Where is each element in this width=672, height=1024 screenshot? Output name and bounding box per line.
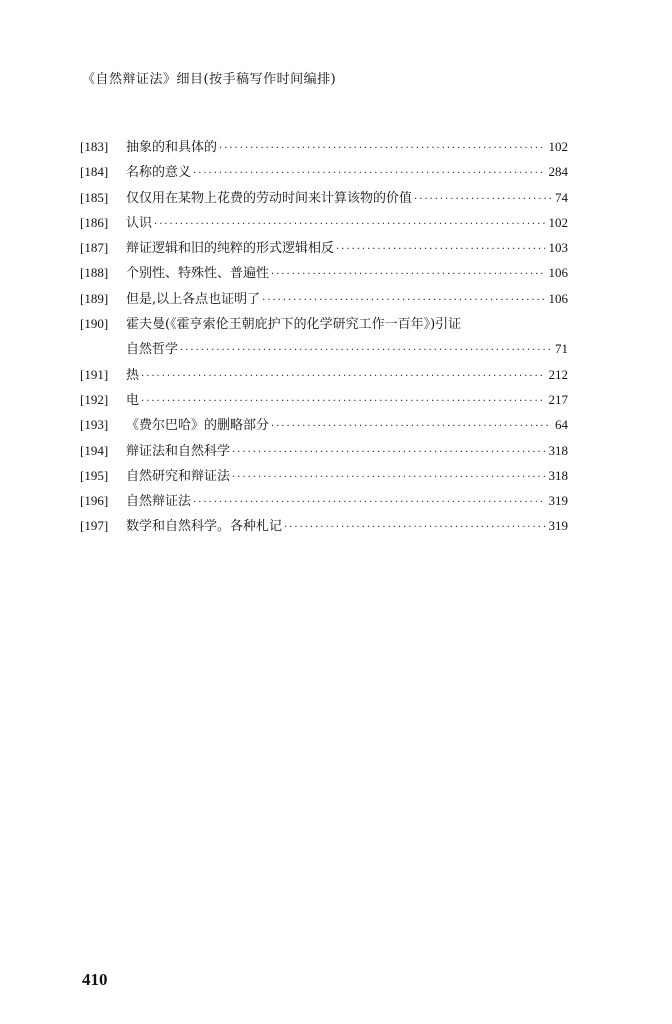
- entry-title: 辩证法和自然科学: [126, 443, 231, 459]
- entry-title: 个别性、特殊性、普遍性: [126, 266, 270, 282]
- entry-page: 212: [548, 366, 568, 382]
- dot-leader: [284, 522, 544, 533]
- entry-number: [191]: [80, 366, 109, 382]
- entry-title: 自然研究和辩证法: [126, 468, 231, 484]
- toc-entry-186: [80, 212, 568, 237]
- dot-leader: [336, 244, 544, 255]
- entry-page: 74: [555, 189, 568, 205]
- dot-leader: [232, 472, 544, 483]
- toc-entry-197: [80, 515, 568, 540]
- entry-page: 106: [548, 290, 568, 306]
- entry-title: 霍夫曼(《霍亨索伦王朝庇护下的化学研究工作一百年》)引证: [126, 317, 462, 333]
- toc-entry-192: [80, 389, 568, 414]
- toc-entry-191: [80, 364, 568, 389]
- toc-entry-190-continued: [80, 338, 568, 363]
- entry-number: [190]: [80, 316, 109, 332]
- dot-leader: [141, 371, 544, 382]
- toc-entry-185: [80, 187, 568, 212]
- entry-number: [196]: [80, 493, 109, 509]
- entry-title: 但是,以上各点也证明了: [126, 291, 261, 307]
- toc-entry-189: [80, 288, 568, 313]
- toc-entry-196: [80, 490, 568, 515]
- toc-entry-188: [80, 262, 568, 287]
- entry-number: [187]: [80, 240, 109, 256]
- toc-entry-190: [80, 313, 568, 338]
- entry-page: 319: [548, 518, 568, 534]
- running-head: 《自然辩证法》细目(按手稿写作时间编排): [82, 72, 337, 87]
- toc-entry-193: [80, 414, 568, 439]
- entry-title: 热: [126, 367, 140, 383]
- entry-title: 认识: [126, 215, 153, 231]
- toc-entry-187: [80, 237, 568, 262]
- entry-page: 71: [555, 341, 568, 357]
- entry-page: 106: [548, 265, 568, 281]
- dot-leader: [414, 194, 551, 205]
- dot-leader: [141, 396, 544, 407]
- dot-leader: [193, 497, 544, 508]
- toc-entry-183: [80, 136, 568, 161]
- entry-number: [192]: [80, 391, 109, 407]
- entry-number: [184]: [80, 164, 109, 180]
- entry-page: 318: [548, 467, 568, 483]
- entry-title: 自然辩证法: [126, 494, 192, 510]
- entry-title: 《费尔巴哈》的删略部分: [126, 418, 270, 434]
- entry-number: [183]: [80, 139, 109, 154]
- dot-leader: [154, 219, 544, 230]
- entry-title: 数学和自然科学。各种札记: [126, 519, 283, 535]
- entry-page: 64: [555, 417, 568, 433]
- entry-page: 103: [548, 240, 568, 256]
- dot-leader: [219, 143, 544, 154]
- entry-title: 抽象的和具体的: [126, 140, 218, 155]
- page-number: 410: [82, 970, 108, 989]
- entry-number: [195]: [80, 467, 109, 483]
- table-of-contents: [80, 136, 568, 541]
- entry-title: 仅仅用在某物上花费的劳动时间来计算该物的价值: [126, 190, 413, 206]
- entry-page: 102: [548, 139, 568, 154]
- entry-number: [197]: [80, 518, 109, 534]
- entry-page: 284: [548, 164, 568, 180]
- entry-number: [185]: [80, 189, 109, 205]
- entry-page: 217: [548, 391, 568, 407]
- entry-number: [189]: [80, 290, 109, 306]
- entry-page: 102: [548, 214, 568, 230]
- entry-number: [188]: [80, 265, 109, 281]
- toc-entry-184: [80, 161, 568, 186]
- dot-leader: [193, 168, 544, 179]
- entry-page: 319: [548, 493, 568, 509]
- toc-entry-194: [80, 440, 568, 465]
- entry-title: 电: [126, 392, 140, 408]
- dot-leader: [232, 447, 544, 458]
- entry-number: [194]: [80, 442, 109, 458]
- entry-number: [193]: [80, 417, 109, 433]
- entry-title: 名称的意义: [126, 165, 192, 181]
- dot-leader: [271, 421, 551, 432]
- entry-title-continued: 自然哲学: [126, 342, 179, 358]
- dot-leader: [271, 269, 544, 280]
- dot-leader: [262, 295, 544, 306]
- dot-leader: [180, 345, 551, 356]
- entry-title: 辩证逻辑和旧的纯粹的形式逻辑相反: [126, 241, 335, 257]
- toc-entry-195: [80, 465, 568, 490]
- entry-number: [186]: [80, 214, 109, 230]
- entry-page: 318: [548, 442, 568, 458]
